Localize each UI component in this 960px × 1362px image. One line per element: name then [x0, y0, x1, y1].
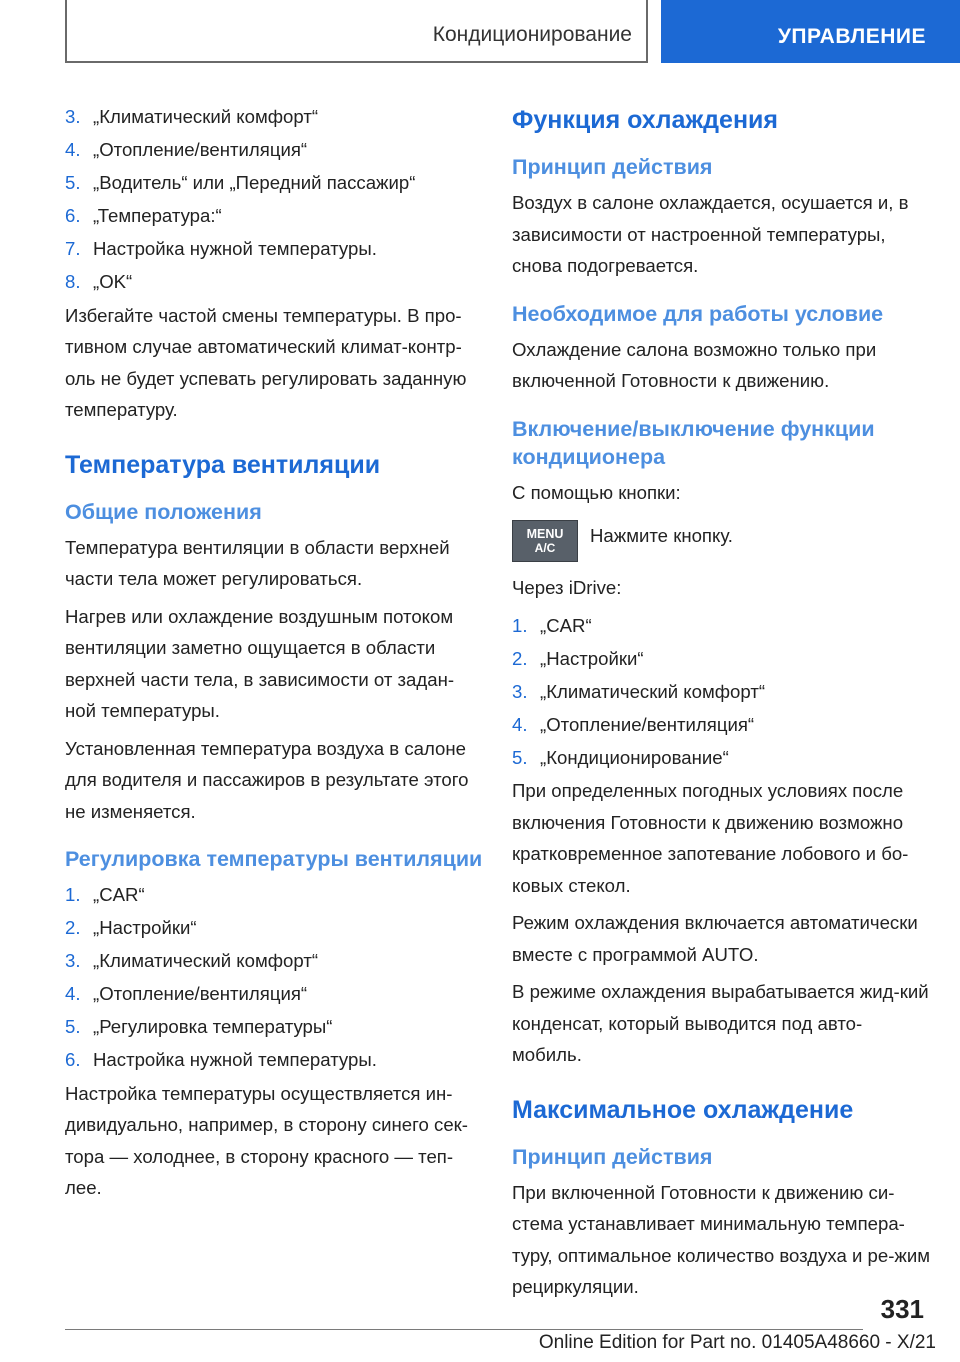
header-section-box — [65, 0, 648, 63]
footer-divider — [65, 1329, 863, 1330]
step-number: 8. — [65, 271, 81, 292]
step-number: 1. — [65, 884, 81, 905]
step-text: „Климатический комфорт“ — [93, 950, 319, 971]
menu-ac-line2: A/C — [534, 541, 556, 555]
header-chapter-tab — [661, 0, 960, 63]
step-number: 4. — [65, 139, 81, 160]
paragraph-auto-mode: Режим охлаждения включается автоматически вместе с программой AUTO. — [512, 912, 918, 965]
list-item — [65, 912, 483, 944]
heading-ventilation-temperature: Температура вентиляции — [65, 450, 381, 479]
step-text: „Климатический комфорт“ — [93, 106, 319, 127]
step-number: 5. — [65, 172, 81, 193]
step-number: 5. — [512, 746, 528, 768]
step-text: „Настройки“ — [540, 647, 644, 669]
list-item — [512, 742, 932, 774]
page-number: 331 — [880, 1294, 924, 1324]
list-item — [512, 643, 932, 675]
step-number: 3. — [512, 680, 528, 702]
step-text: „Кондиционирование“ — [540, 746, 729, 768]
step-number: 4. — [512, 713, 528, 735]
subheading-requirement: Необходимое для работы условие — [512, 301, 884, 326]
step-number: 5. — [65, 1016, 81, 1037]
list-item — [65, 167, 483, 199]
list-item — [65, 978, 483, 1010]
step-number: 6. — [65, 205, 81, 226]
step-text: „Отопление/вентиляция“ — [540, 713, 755, 735]
footer-edition: Online Edition for Part no. 01405A48660 - X/21 — [538, 1332, 936, 1353]
paragraph-fogging: При определенных погодных условиях после включения Готовности к движению возможно кратковременное запотевание лобового и бо-ковых стекол. — [512, 780, 909, 896]
header-section-title: Кондиционирование — [432, 23, 632, 46]
steps-list-top — [65, 101, 483, 298]
paragraph-with-button: С помощью кнопки: — [512, 481, 681, 503]
paragraph-max-cooling: При включенной Готовности к движению си-стема устанавливает минимальную темпера-туру, оптимальное количество воздуха и ре-жим рециркуляции. — [512, 1181, 931, 1297]
subheading-principle-max: Принцип действия — [512, 1144, 713, 1169]
step-number: 6. — [65, 1049, 81, 1070]
list-item — [65, 200, 483, 232]
list-item — [512, 709, 932, 741]
list-item — [65, 1044, 483, 1076]
list-item — [65, 1011, 483, 1043]
step-number: 3. — [65, 950, 81, 971]
paragraph-condensate: В режиме охлаждения вырабатывается жид-кий конденсат, который выводится под авто-мобиль. — [512, 981, 929, 1065]
step-text: „Климатический комфорт“ — [540, 680, 766, 702]
step-number: 1. — [512, 614, 528, 636]
paragraph-requirement: Охлаждение салона возможно только при включенной Готовности к движению. — [512, 338, 877, 391]
menu-ac-button-icon — [512, 520, 578, 562]
heading-cooling-function: Функция охлаждения — [512, 106, 779, 134]
step-text: „CAR“ — [93, 884, 145, 905]
paragraph-via-idrive: Через iDrive: — [512, 577, 622, 598]
step-number: 2. — [65, 917, 81, 938]
right-column — [512, 101, 932, 1309]
step-text: „Водитель“ или „Передний пассажир“ — [93, 172, 416, 193]
list-item — [65, 266, 483, 298]
list-item — [512, 610, 932, 642]
step-text: „Отопление/вентиляция“ — [93, 139, 308, 160]
header-chapter-title: УПРАВЛЕНИЕ — [777, 25, 926, 48]
steps-list-idrive — [512, 610, 932, 774]
step-number: 4. — [65, 983, 81, 1004]
paragraph-principle: Воздух в салоне охлаждается, осушается и, в зависимости от настроенной температуры, снова подогревается. — [512, 192, 909, 276]
list-item — [65, 134, 483, 166]
subheading-adjust-ventilation: Регулировка температуры вентиляции — [65, 847, 483, 871]
subheading-general: Общие положения — [65, 499, 262, 524]
menu-ac-line1: MENU — [526, 527, 564, 541]
paragraph-avoid-changes: Избегайте частой смены температуры. В про-тивном случае автоматический климат-контр-оль не будет успевать регулировать заданную температуру. — [65, 304, 467, 420]
step-number: 7. — [65, 238, 81, 259]
heading-max-cooling: Максимальное охлаждение — [512, 1095, 854, 1124]
list-item — [65, 945, 483, 977]
list-item — [65, 879, 483, 911]
left-column — [65, 101, 483, 1210]
footer — [0, 1332, 936, 1354]
paragraph-cabin-temperature: Установленная температура воздуха в салоне для водителя и пассажиров в результате этого не изменяется. — [65, 737, 469, 822]
subheading-ac-toggle: Включение/выключение функции кондиционера — [512, 416, 875, 469]
step-text: „Температура:“ — [93, 205, 222, 226]
step-text: „Регулировка температуры“ — [93, 1016, 333, 1037]
step-text: „CAR“ — [540, 614, 592, 636]
step-number: 2. — [512, 647, 528, 669]
step-text: Настройка нужной температуры. — [93, 238, 377, 259]
steps-list-bottom — [65, 879, 483, 1076]
list-item — [512, 676, 932, 708]
press-instruction: Нажмите кнопку. — [590, 525, 733, 546]
step-text: Настройка нужной температуры. — [93, 1049, 377, 1070]
step-text: „OK“ — [93, 271, 133, 292]
list-item — [65, 233, 483, 265]
paragraph-individual-setting: Настройка температуры осуществляется ин-дивидуально, например, в сторону синего сек-тора — холоднее, в сторону красного — теп-лее. — [65, 1082, 468, 1198]
step-text: „Настройки“ — [93, 917, 197, 938]
step-number: 3. — [65, 106, 81, 127]
paragraph-heating-cooling: Нагрев или охлаждение воздушным потоком вентиляции заметно ощущается в области верхней части тела, в зависимости от задан-ной температуры. — [65, 605, 455, 721]
step-text: „Отопление/вентиляция“ — [93, 983, 308, 1004]
list-item — [65, 101, 483, 133]
paragraph-general: Температура вентиляции в области верхней части тела может регулироваться. — [65, 536, 450, 589]
subheading-principle: Принцип действия — [512, 155, 713, 179]
button-instruction — [512, 520, 932, 562]
